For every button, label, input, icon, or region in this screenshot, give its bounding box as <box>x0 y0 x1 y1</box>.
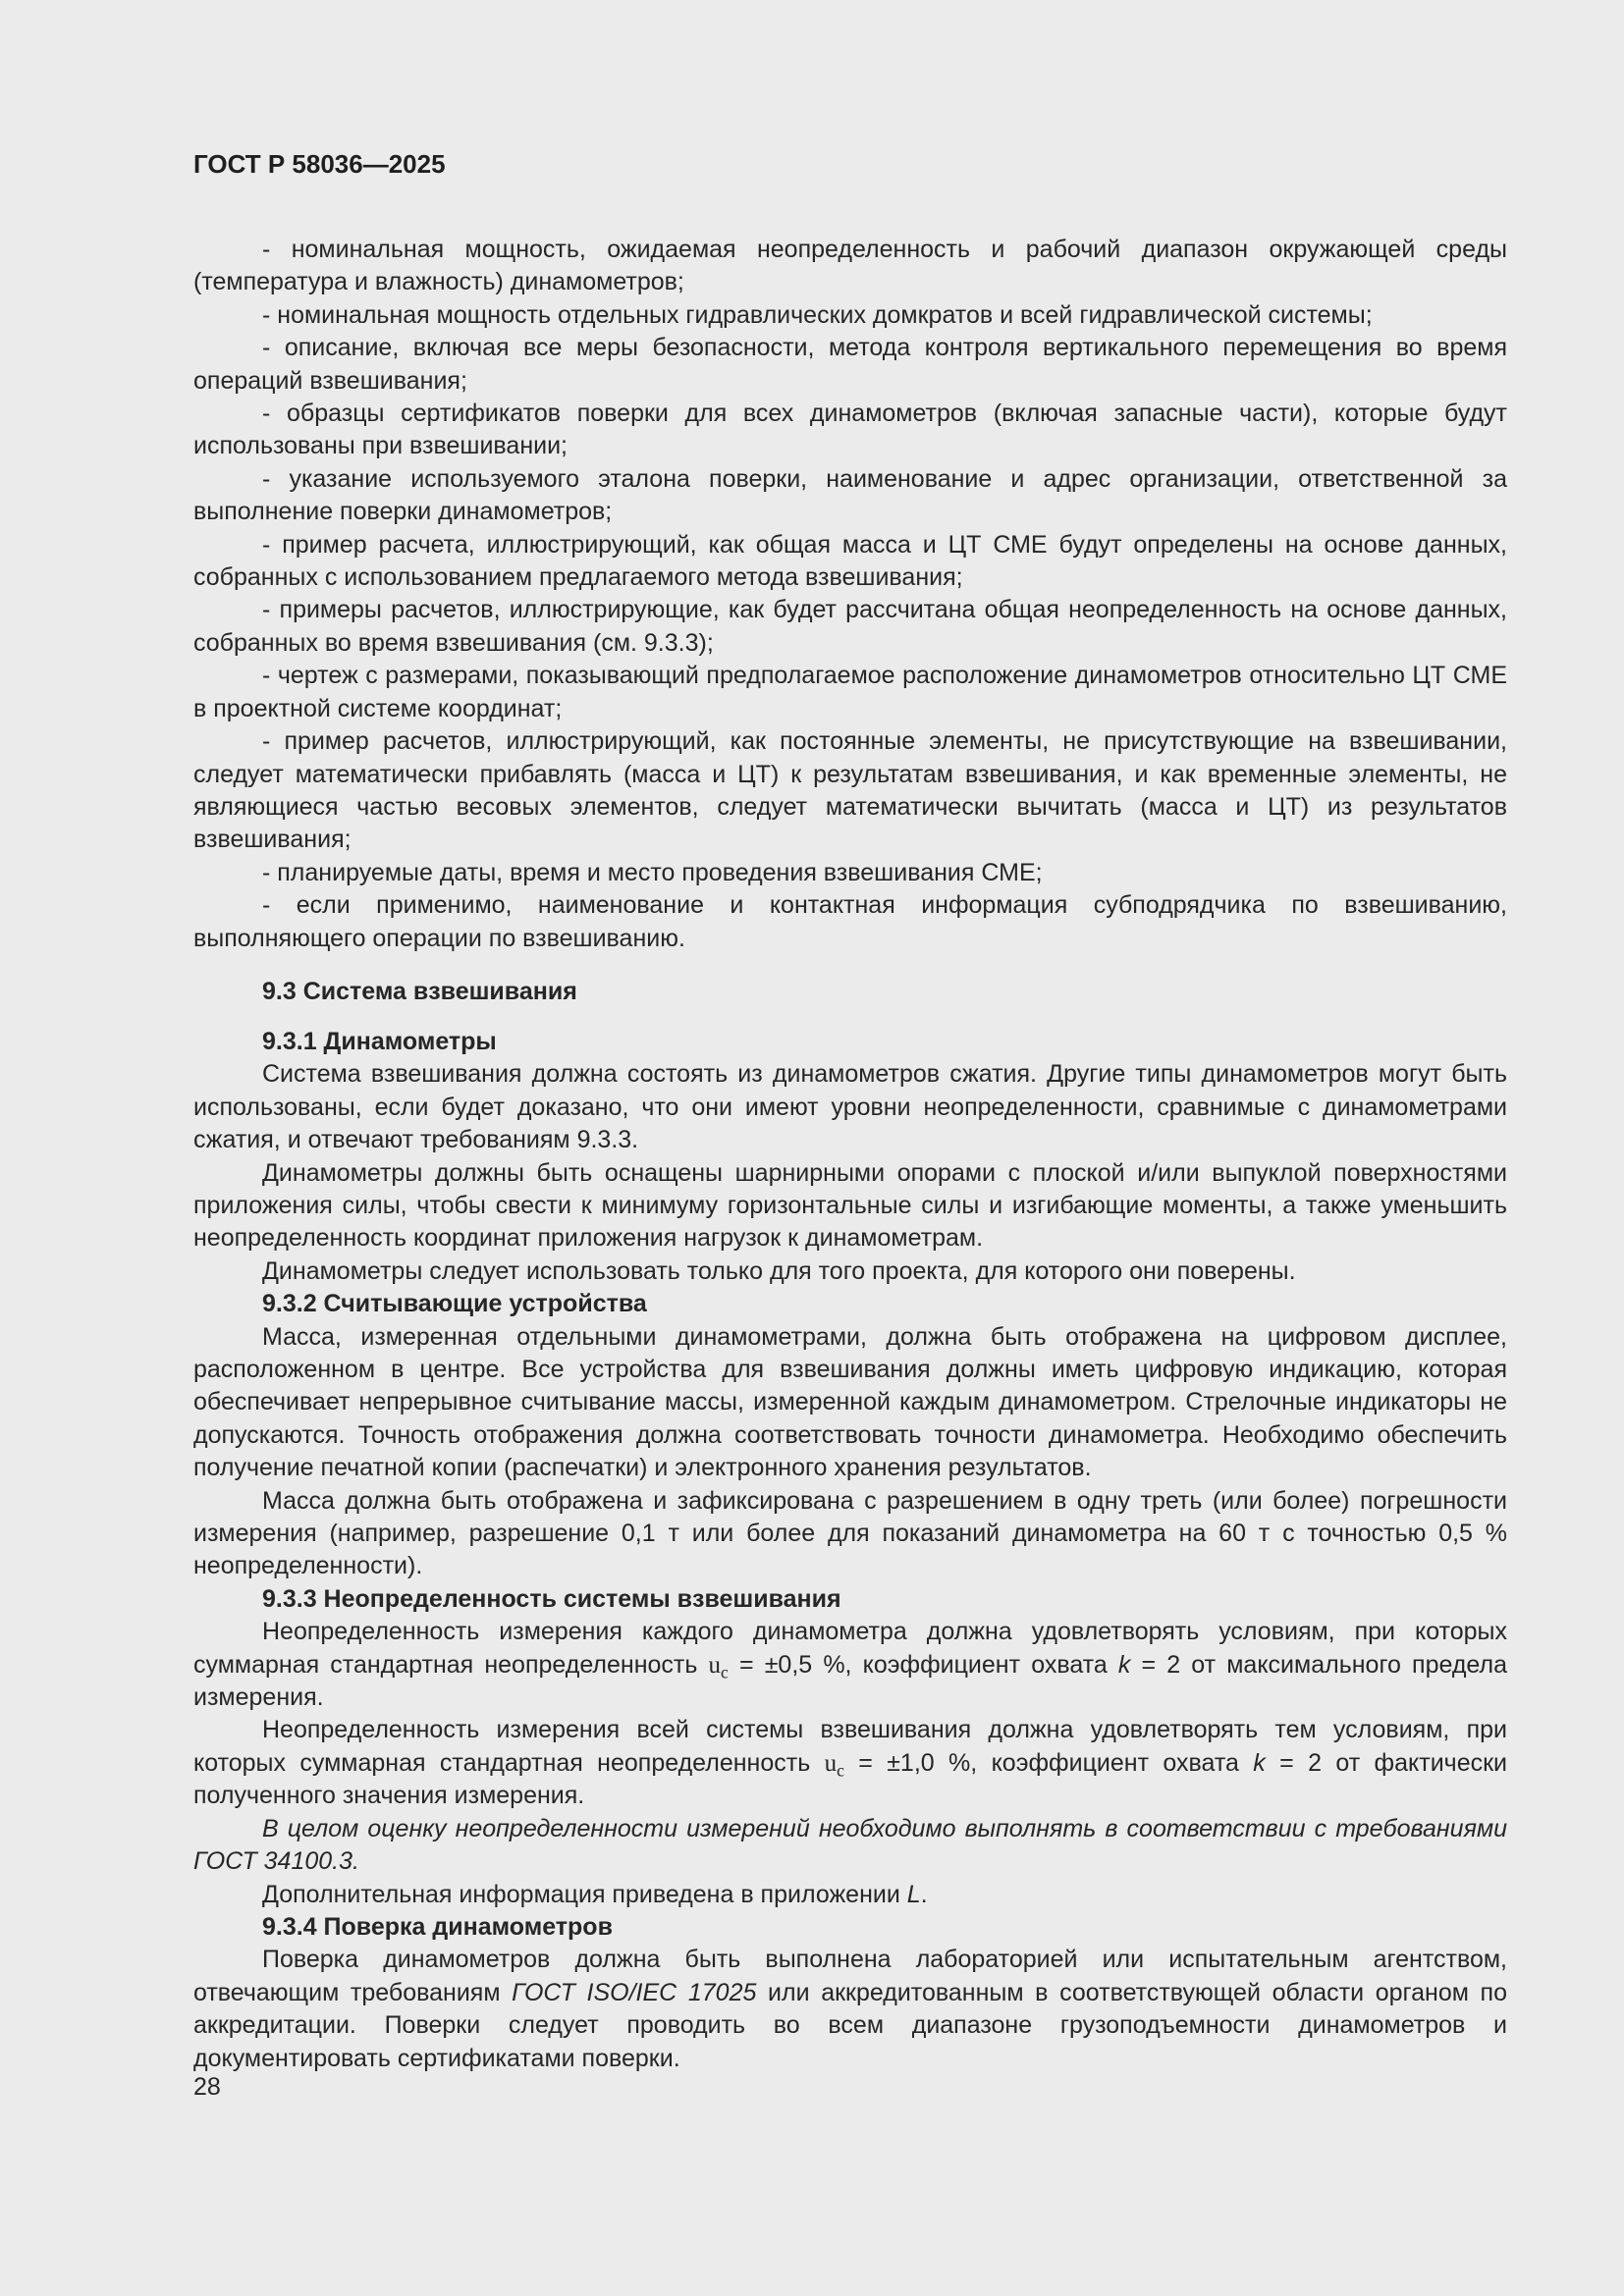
section-heading-9-3-3: 9.3.3 Неопределенность системы взвешивания <box>262 1584 841 1613</box>
document-code-header: ГОСТ Р 58036—2025 <box>193 149 446 179</box>
paragraph: Система взвешивания должна состоять из динамометров сжатия. Другие типы динамометров могут быть использованы, если будет доказано, что они имеют уровни неопределенности, сравнимые с динамометрами сжатия, и отвечают требованиям 9.3.3. <box>193 1060 1507 1154</box>
list-item: - пример расчетов, иллюстрирующий, как постоянные элементы, не присутствующие на взвешивании, следует математически прибавлять (масса и ЦТ) к результатам взвешивания, и как временные элементы, не являющиеся частью весовых элементов, следует математически вычитать (масса и ЦТ) из результатов взвешивания; <box>193 727 1507 854</box>
list-item: - номинальная мощность отдельных гидравлических домкратов и всей гидравлической системы; <box>262 300 1373 329</box>
symbol-u: u <box>708 1651 722 1679</box>
document-page <box>193 147 1507 2075</box>
list-item: - если применимо, наименование и контактная информация субподрядчика по взвешиванию, выполняющего операции по взвешиванию. <box>193 891 1507 952</box>
list-item: - описание, включая все меры безопасности, метода контроля вертикального перемещения во время операций взвешивания; <box>193 334 1507 395</box>
paragraph: Масса, измеренная отдельными динамометрами, должна быть отображена на цифровом дисплее, расположенном в центре. Все устройства для взвешивания должны иметь цифровую индикацию, которая обеспечивает непрерывное считывание массы, измеренной каждым динамометром. Стрелочные индикаторы не допускаются. Точность отображения должна соответствовать точности динамометра. Необходимо обеспечить получение печатной копии (распечатки) и электронного хранения результатов. <box>193 1322 1507 1482</box>
section-heading-9-3-4: 9.3.4 Поверка динамометров <box>262 1912 613 1941</box>
list-item: - примеры расчетов, иллюстрирующие, как будет рассчитана общая неопределенность на основе данных, собранных во время взвешивания (см. 9.3.3); <box>193 596 1507 657</box>
paragraph-load-cell-uncertainty: Неопределенность измерения каждого динамометра должна удовлетворять условиям, при которых суммарная стандартная неопределенность $u_c = \pm 0,5$ %, коэффициент охвата k = 2 от максимального предела измерения. <box>193 1618 1507 1712</box>
requirements-list <box>193 234 1507 955</box>
section-heading-9-3-1: 9.3.1 Динамометры <box>262 1027 497 1055</box>
paragraph: В целом оценку неопределенности измерений необходимо выполнять в соответствии с требованиями ГОСТ 34100.3. <box>193 1814 1507 1876</box>
symbol-c: c <box>721 1661 729 1682</box>
page-number: 28 <box>193 2073 221 2101</box>
standard-reference: ГОСТ ISO/IEC 17025 <box>512 1978 757 2006</box>
symbol-k: k <box>1253 1748 1266 1777</box>
list-item: - указание используемого эталона поверки, наименование и адрес организации, ответственной за выполнение поверки динамометров; <box>193 464 1507 526</box>
paragraph: Динамометры должны быть оснащены шарнирными опорами с плоской и/или выпуклой поверхностями приложения силы, чтобы свести к минимуму горизонтальные силы и изгибающие моменты, а также уменьшить неопределенность координат приложения нагрузок к динамометрам. <box>193 1158 1507 1253</box>
list-item: - образцы сертификатов поверки для всех динамометров (включая запасные части), которые будут использованы при взвешивании; <box>193 400 1507 460</box>
symbol-k: k <box>1117 1650 1131 1679</box>
paragraph: Динамометры следует использовать только для того проекта, для которого они поверены. <box>262 1256 1296 1285</box>
symbol-u: u <box>824 1749 838 1777</box>
section-heading-9-3-2: 9.3.2 Считывающие устройства <box>262 1290 647 1318</box>
list-item: - планируемые даты, время и место проведения взвешивания СМЕ; <box>262 858 1043 886</box>
symbol-c: c <box>837 1760 844 1781</box>
paragraph: Дополнительная информация приведена в приложении L. <box>262 1880 928 1908</box>
list-item: - номинальная мощность, ожидаемая неопределенность и рабочий диапазон окружающей среды (температура и влажность) динамометров; <box>193 236 1507 296</box>
paragraph: Масса должна быть отображена и зафиксирована с разрешением в одну треть (или более) погрешности измерения (например, разрешение 0,1 т или более для показаний динамометра на 60 т с точностью 0,5 % неопределенности). <box>193 1486 1507 1580</box>
section-heading-9-3: 9.3 Система взвешивания <box>262 977 577 1005</box>
paragraph: Поверка динамометров должна быть выполнена лабораторией или испытательным агентством, отвечающим требованиям ГОСТ ISO/IEC 17025 или аккредитованным в соответствующей области органом по аккредитации. Поверки следует проводить во всем диапазоне грузоподъемности динамометров и документировать сертификатами поверки. <box>193 1946 1507 2072</box>
list-item: - чертеж с размерами, показывающий предполагаемое расположение динамометров относительно ЦТ СМЕ в проектной системе координат; <box>193 662 1507 722</box>
paragraph-system-uncertainty: Неопределенность измерения всей системы взвешивания должна удовлетворять тем условиям, при которых суммарная стандартная неопределенность $u_c = \pm 1,0$ %, коэффициент охвата k = 2 от фактически полученного значения измерения. <box>193 1716 1507 1810</box>
appendix-letter: L <box>906 1880 921 1908</box>
list-item: - пример расчета, иллюстрирующий, как общая масса и ЦТ СМЕ будут определены на основе данных, собранных с использованием предлагаемого метода взвешивания; <box>193 530 1507 592</box>
